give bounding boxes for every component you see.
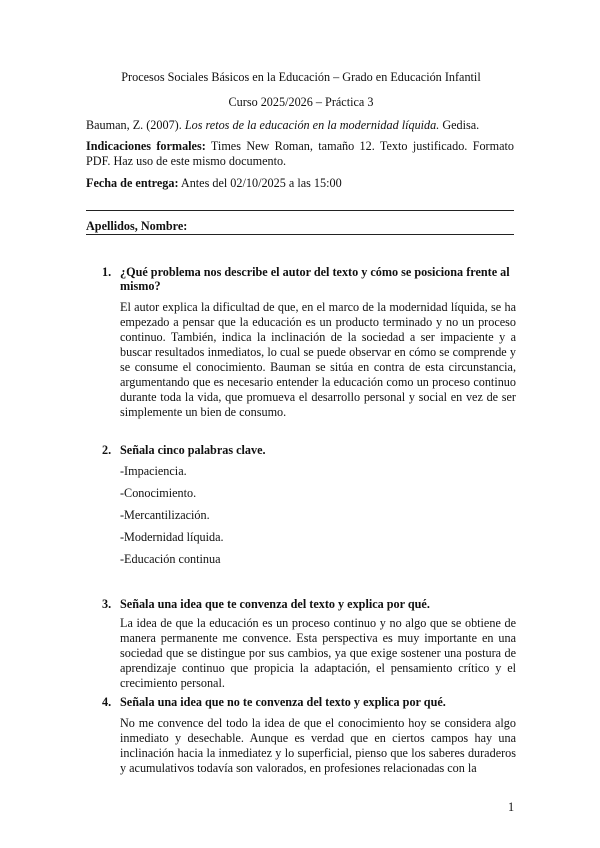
question-number: 1. <box>102 265 112 279</box>
course-title: Procesos Sociales Básicos en la Educación – Grado en Educación Infantil <box>121 70 481 84</box>
divider-top <box>86 210 514 211</box>
instructions-text: Times New Roman, tamaño 12. Texto justificado. Formato PDF. Haz uso de este mismo documento. <box>86 139 514 168</box>
page-number: 1 <box>508 800 515 814</box>
name-field-label: Apellidos, Nombre: <box>86 219 188 233</box>
keyword-item: -Educación continua <box>120 552 221 566</box>
bibliographic-reference <box>86 118 514 133</box>
keyword-item: -Mercantilización. <box>120 508 210 522</box>
reference-title: Los retos de la educación en la modernidad líquida. <box>184 118 440 132</box>
deadline-text: Antes del 02/10/2025 a las 15:00 <box>178 176 342 190</box>
question-number: 4. <box>102 695 112 709</box>
keyword-item: -Conocimiento. <box>120 486 197 500</box>
formal-instructions <box>86 139 514 169</box>
keyword-item: -Impaciencia. <box>120 464 187 478</box>
question-number: 3. <box>102 597 112 611</box>
instructions-label: Indicaciones formales: <box>86 139 206 153</box>
reference-publisher: Gedisa. <box>439 118 480 132</box>
answer-text: El autor explica la dificultad de que, en el marco de la modernidad líquida, se ha empezado a pensar que la educación es un producto terminado y no un proceso continuo. También, indica la inclinación de la sociedad a ser impaciente y a buscar resultados inmediatos, lo cual se puede observar en cómo se comprende y se consume el conocimiento. Bauman se sitúa en contra de esta circunstancia, argumentando que es necesario entender la educación como un proceso continuo durante toda la vida, que promueva el desarrollo personal y social en vez de ser simplemente un bien de consumo. <box>120 300 516 419</box>
divider-bottom <box>86 234 514 235</box>
question-number: 2. <box>102 443 112 457</box>
answer-text: La idea de que la educación es un proceso continuo y no algo que se obtiene de manera permanente me convence. Esta perspectiva es muy importante en una sociedad que se distingue por sus cambios, ya que exige sostener una postura de aprendizaje continuo que propicia la adaptación, el pensamiento crítico y el crecimiento personal. <box>120 616 516 690</box>
keyword-item: -Modernidad líquida. <box>120 530 224 544</box>
question-title: Señala una idea que no te convenza del texto y explica por qué. <box>120 695 446 709</box>
answer-text: No me convence del todo la idea de que el conocimiento hoy se considera algo inmediato y desechable. Aunque es verdad que en ciertos campos hay una inclinación hacia la inmediatez y lo superficial, pienso que los saberes duraderos y acumulativos todavía son valorados, en profesiones relacionadas con la <box>120 716 516 775</box>
deadline-label: Fecha de entrega: <box>86 176 179 190</box>
deadline <box>86 176 514 191</box>
course-year: Curso 2025/2026 – Práctica 3 <box>228 95 374 109</box>
reference-author: Bauman, Z. (2007). <box>86 118 185 132</box>
question-title: ¿Qué problema nos describe el autor del texto y cómo se posiciona frente al mismo? <box>120 265 510 293</box>
question-title: Señala una idea que te convenza del texto y explica por qué. <box>120 597 430 611</box>
question-title: Señala cinco palabras clave. <box>120 443 266 457</box>
